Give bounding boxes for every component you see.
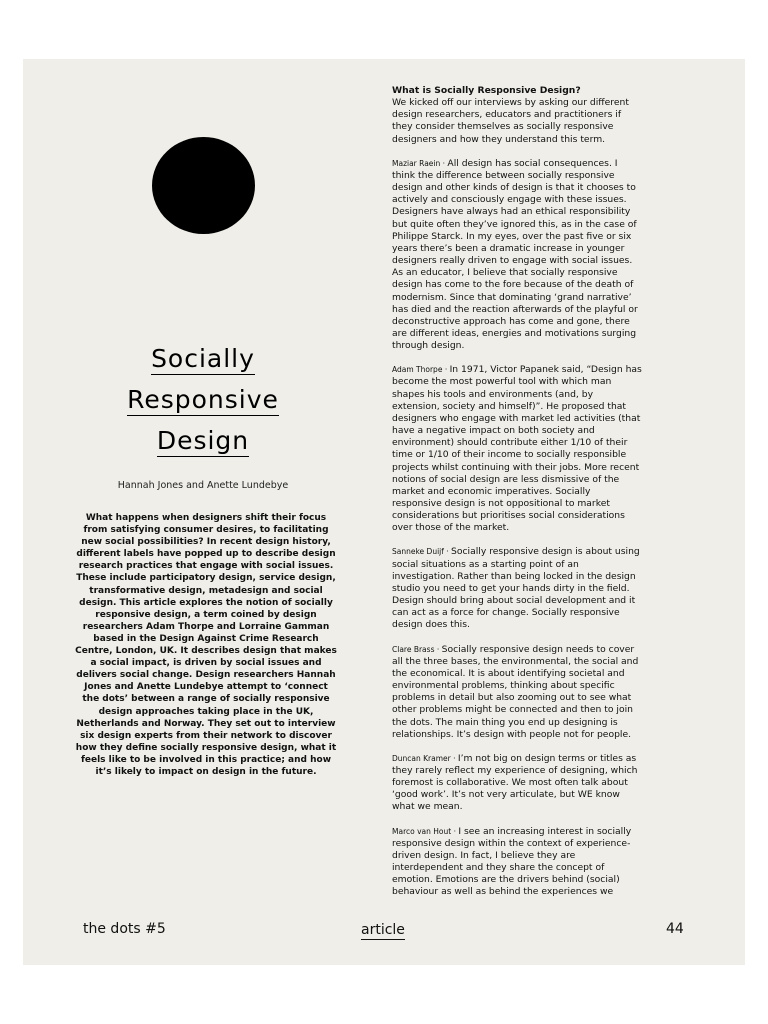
title-line: Design xyxy=(156,426,250,455)
intro-paragraph xyxy=(392,85,642,146)
interview-entry: Marco van Hout · I see an increasing interest in socially responsive design within the context of experience-driven design. In fact, I believe they are interdependent and they share the concept of emotion. Emotions are the drivers behind (social) behaviour as well as behind the experiences we xyxy=(392,825,632,898)
title-line: Responsive xyxy=(127,385,279,414)
black-circle-graphic xyxy=(152,137,255,234)
entry-text: In 1971, Victor Papanek said, “Design has become the most powerful tool with which man shapes his tools and environments (and, by extension, society and himself)”. He proposed that designers who engage with market led activities (that have a negative impact on both society and environment) should contribute either 1/10 of their time or 1/10 of their income to socially responsible projects whilst continuing with their jobs. More recent notions of social design are less dismissive of the market and economic imperatives. Socially responsive design is not oppositional to market considerations but prioritises social considerations over those of the market. xyxy=(392,364,642,534)
speaker-name: Adam Thorpe xyxy=(392,365,443,375)
speaker-name: Clare Brass xyxy=(392,644,435,654)
section-label: article xyxy=(361,922,405,938)
interview-entry: Sanneke Duijf · Socially responsive design is about using social situations as a starting point of an investigation. Rather than being locked in the design studio you need to get your hands dirty in the field. Design should bring about social development and it can act as a force for change. Socially responsive design does this. xyxy=(392,546,640,631)
page-number: 44 xyxy=(666,921,684,937)
article-title xyxy=(73,340,333,463)
speaker-name: Marco van Hout xyxy=(392,826,452,836)
magazine-name: the dots #5 xyxy=(83,921,166,937)
entry-text: Socially responsive design is about using social situations as a starting point of an investigation. Rather than being locked in the design studio you need to get your hands dirty in the field. Design should bring about social development and it can act as a force for change. Socially responsive design does this. xyxy=(392,546,640,631)
speaker-name: Duncan Kramer xyxy=(392,753,451,763)
speaker-name: Maziar Raein xyxy=(392,158,441,168)
entry-text: I’m not big on design terms or titles as they rarely reflect my experience of designing, which foremost is collaborative. We most often talk about ‘good work’. It’s not very articulate, but WE know what we mean. xyxy=(392,752,638,813)
interview-entry: Duncan Kramer · I’m not big on design terms or titles as they rarely reflect my experience of designing, which foremost is collaborative. We most often talk about ‘good work’. It’s not very articulate, but WE know what we mean. xyxy=(392,752,638,813)
interview-entry: Clare Brass · Socially responsive design needs to cover all the three bases, the environmental, the social and the economical. It is about identifying societal and environmental problems, thinking about specific problems in detail but also zooming out to see what other problems might be connected and then to join the dots. The main thing you end up designing is relationships. It’s design with people not for people. xyxy=(392,643,639,740)
article-authors: Hannah Jones and Anette Lundebye xyxy=(117,480,289,491)
section-heading: What is Socially Responsive Design? xyxy=(392,85,581,96)
magazine-page xyxy=(23,59,745,965)
entry-text: I see an increasing interest in socially responsive design within the context of experience-driven design. In fact, I believe they are interdependent and they share the concept of emotion. Emotions are the drivers behind (social) behaviour as well as behind the experiences we xyxy=(392,825,632,898)
title-line: Socially xyxy=(151,344,255,373)
interview-column xyxy=(392,85,642,911)
entry-text: Socially responsive design needs to cover all the three bases, the environmental, the social and the economical. It is about identifying societal and environmental problems, thinking about specific problems in detail but also zooming out to see what other problems might be connected and then to join the dots. The main thing you end up designing is relationships. It’s design with people not for people. xyxy=(392,643,639,740)
interview-entry: Adam Thorpe · In 1971, Victor Papanek said, “Design has become the most powerful tool with which man shapes his tools and environments (and, by extension, society and himself)”. He proposed that designers who engage with market led activities (that have a negative impact on both society and environment) should contribute either 1/10 of their time or 1/10 of their income to socially responsible projects whilst continuing with their jobs. More recent notions of social design are less dismissive of the market and economic imperatives. Socially responsive design is not oppositional to market considerations but prioritises social considerations over those of the market. xyxy=(392,364,642,534)
entry-text: All design has social consequences. I think the difference between socially responsive design and other kinds of design is that it chooses to actively and consciously engage with these issues. Designers have always had an ethical responsibility but quite often they’ve ignored this, as in the case of Philippe Starck. In my eyes, over the past five or six years there’s been a dramatic increase in younger designers really driven to engage with social issues. As an educator, I believe that socially responsive design has come to the fore because of the death of modernism. Since that dominating ‘grand narrative’ has died and the reaction afterwards of the playful or deconstructive approach has come and gone, there are different ideas, energies and motivations surging through design. xyxy=(392,157,638,352)
article-abstract: What happens when designers shift their focus from satisfying consumer desires, to facilitating new social possibilities? In recent design history, different labels have popped up to describe design research practices that engage with social issues. These include participatory design, service design, transformative design, metadesign and social design. This article explores the notion of socially responsive design, a term coined by design researchers Adam Thorpe and Lorraine Gamman based in the Design Against Crime Research Centre, London, UK. It describes design that makes a social impact, is driven by social issues and delivers social change. Design researchers Hannah Jones and Anette Lundebye attempt to ‘connect the dots’ between a range of socially responsive design approaches taking place in the UK, Netherlands and Norway. They set out to interview six design experts from their network to discover how they define socially responsive design, what it feels like to be involved in this practice; and how it’s likely to impact on design in the future. xyxy=(75,513,337,777)
intro-text: We kicked off our interviews by asking our different design researchers, educators and practitioners if they consider themselves as socially responsive designers and how they understand this term. xyxy=(392,97,629,145)
speaker-name: Sanneke Duijf xyxy=(392,547,444,557)
interview-entry: Maziar Raein · All design has social consequences. I think the difference between socially responsive design and other kinds of design is that it chooses to actively and consciously engage with these issues. Designers have always had an ethical responsibility but quite often they’ve ignored this, as in the case of Philippe Starck. In my eyes, over the past five or six years there’s been a dramatic increase in younger designers really driven to engage with social issues. As an educator, I believe that socially responsive design has come to the fore because of the death of modernism. Since that dominating ‘grand narrative’ has died and the reaction afterwards of the playful or deconstructive approach has come and gone, there are different ideas, energies and motivations surging through design. xyxy=(392,157,638,352)
